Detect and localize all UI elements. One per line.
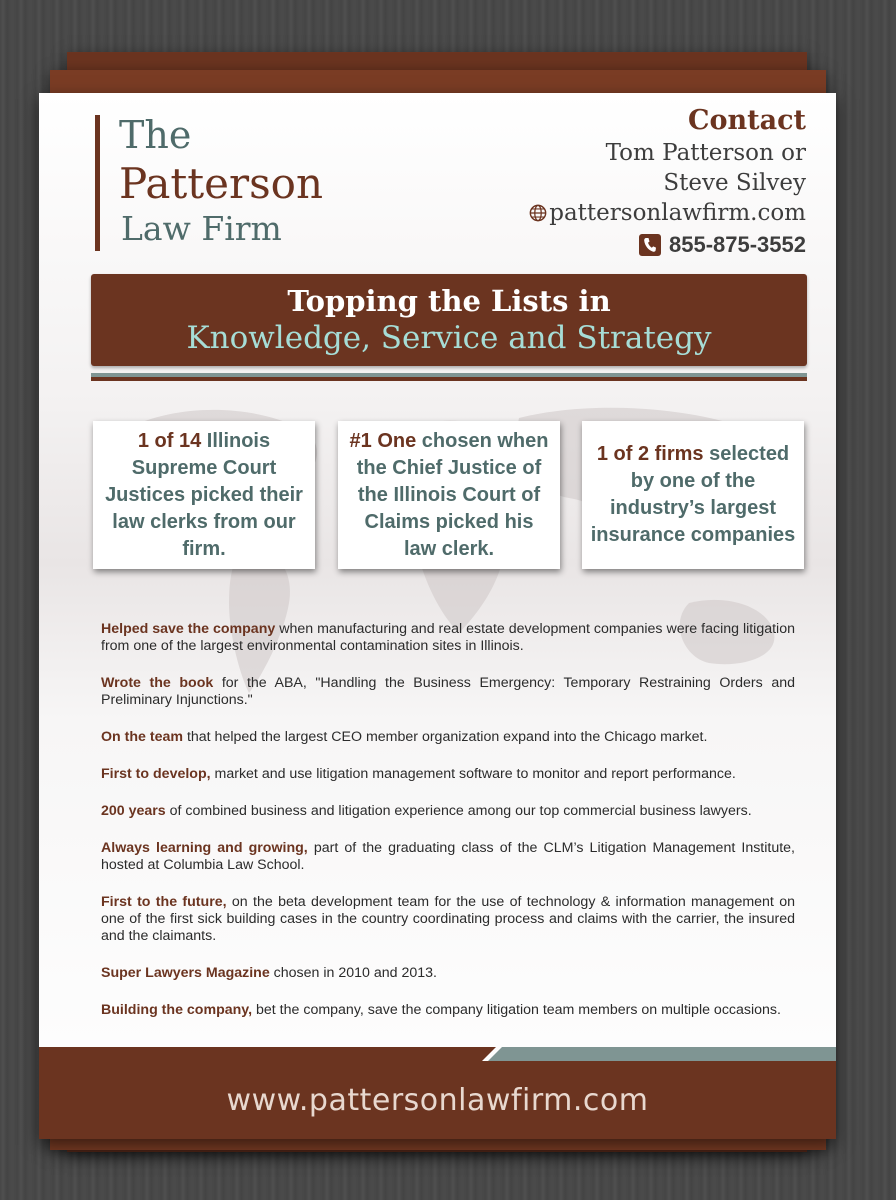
item-text: on the beta development team for the use of technology & information management on one of the first sick building cases in the country coordinating process and claims with the carrier, the insured and the claimants. xyxy=(101,894,795,944)
item-text: bet the company, save the company litigation team members on multiple occasions. xyxy=(252,1002,781,1018)
contact-website[interactable] xyxy=(529,198,806,228)
item-lead: On the team xyxy=(101,729,183,745)
item-lead: 200 years xyxy=(101,803,166,819)
contact-website-text: pattersonlawfirm.com xyxy=(549,200,806,226)
item-text: that helped the largest CEO member organization expand into the Chicago market. xyxy=(183,729,708,745)
list-item xyxy=(101,766,795,783)
card-highlight: 1 of 2 firms xyxy=(596,443,704,465)
footer-bar xyxy=(39,1061,836,1139)
footer-website-link[interactable]: www.pattersonlawfirm.com xyxy=(226,1082,649,1118)
globe-icon xyxy=(529,204,547,222)
list-item xyxy=(101,729,795,746)
logo-accent-bar xyxy=(95,115,100,251)
card-text: selected by one of the industry’s largest insurance companies xyxy=(590,443,796,546)
item-text: chosen in 2010 and 2013. xyxy=(269,965,437,981)
footer-stripe-teal xyxy=(488,1047,836,1061)
headline-line2: Knowledge, Service and Strategy xyxy=(186,320,712,356)
item-lead: Super Lawyers Magazine xyxy=(101,965,270,981)
highlight-card xyxy=(338,421,560,569)
item-lead: First to develop, xyxy=(101,766,211,782)
contact-phone[interactable] xyxy=(529,230,806,260)
list-item xyxy=(101,965,795,982)
item-text: market and use litigation management software to monitor and report performance. xyxy=(210,766,736,782)
card-text: Illinois Supreme Court Justices picked their law clerks from our firm. xyxy=(105,429,303,560)
list-item xyxy=(101,1002,795,1019)
headline-line1: Topping the Lists in xyxy=(287,284,611,318)
item-text: when manufacturing and real estate development companies were facing litigation from one of the largest environmental contamination sites in Illinois. xyxy=(101,621,795,654)
contact-title: Contact xyxy=(687,105,806,136)
highlight-card xyxy=(582,421,804,569)
contact-name-line2: Steve Silvey xyxy=(663,170,806,196)
contact-block xyxy=(529,105,806,260)
item-lead: Always learning and growing, xyxy=(101,840,308,856)
logo-patterson: Patterson xyxy=(119,159,323,208)
logo-the: The xyxy=(119,113,192,157)
achievements-list xyxy=(101,621,795,1039)
item-lead: Building the company, xyxy=(101,1002,253,1018)
contact-name-line1: Tom Patterson or xyxy=(605,140,806,166)
item-lead: First to the future, xyxy=(101,894,227,910)
highlight-card xyxy=(93,421,315,569)
contact-phone-text: 855-875-3552 xyxy=(668,232,806,257)
headline-banner xyxy=(91,274,807,366)
item-text: of combined business and litigation experience among our top commercial business lawyers. xyxy=(165,803,752,819)
item-text: part of the graduating class of the CLM’s Litigation Management Institute, hosted at Columbia Law School. xyxy=(101,840,796,873)
card-highlight: 1 of 14 xyxy=(137,429,202,452)
list-item xyxy=(101,621,795,655)
phone-icon xyxy=(639,234,661,256)
item-text: for the ABA, "Handling the Business Emergency: Temporary Restraining Orders and Preliminary Injunctions." xyxy=(101,675,795,708)
item-lead: Helped save the company xyxy=(101,621,276,637)
list-item xyxy=(101,894,795,945)
logo-law-firm: Law Firm xyxy=(121,209,282,248)
card-text: chosen when the Chief Justice of the Illinois Court of Claims picked his law clerk. xyxy=(356,429,549,560)
list-item xyxy=(101,840,795,874)
list-item xyxy=(101,675,795,709)
footer-stripe-brown xyxy=(39,1047,496,1061)
flyer-page xyxy=(39,93,836,1139)
divider-brown xyxy=(91,377,807,381)
list-item xyxy=(101,803,795,820)
card-highlight: #1 One xyxy=(349,429,417,452)
item-lead: Wrote the book xyxy=(101,675,214,691)
